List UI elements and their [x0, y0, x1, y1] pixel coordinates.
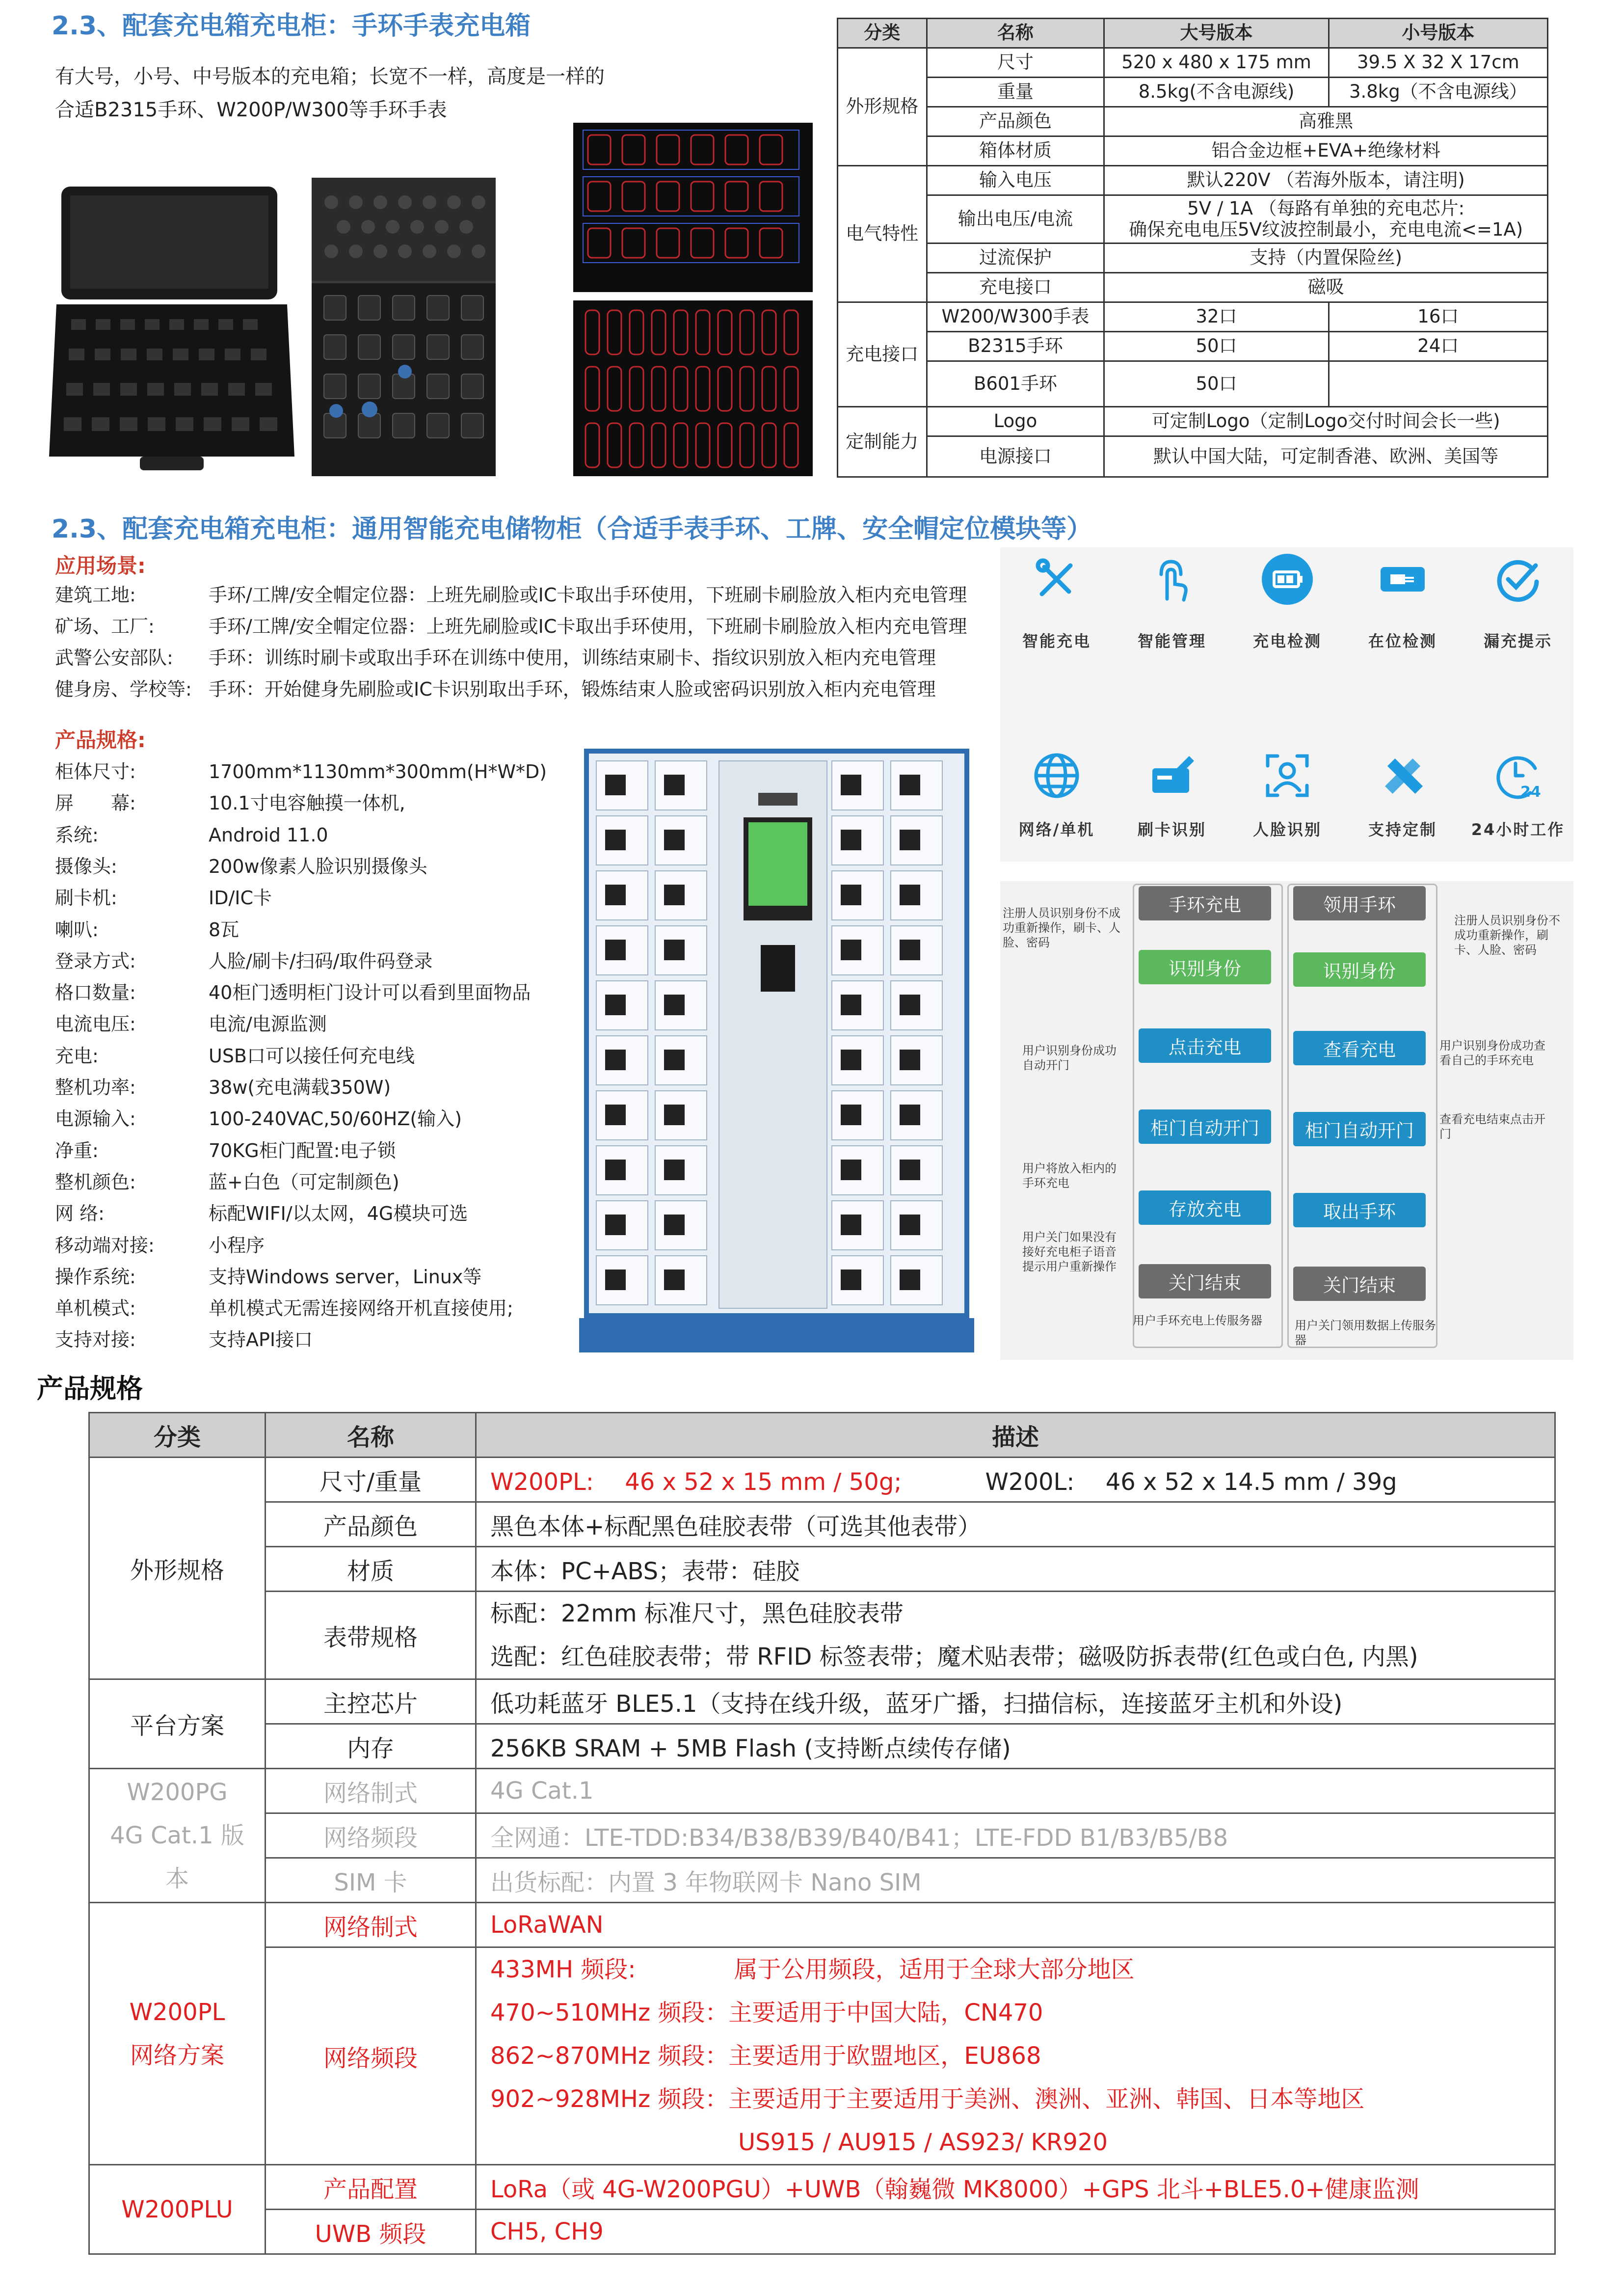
- spec-value: 支持Windows server，Linux等: [209, 1266, 482, 1288]
- usage-flow-panel: [1000, 881, 1573, 1360]
- table-header-row: [89, 1413, 1555, 1458]
- locker-window: [664, 885, 685, 905]
- feature-label: 智能管理: [1137, 632, 1206, 650]
- section1-title: 2.3、配套充电箱充电柜：手环手表充电箱: [52, 11, 531, 41]
- row-small: 39.5 X 32 X 17cm: [1329, 48, 1547, 78]
- row-name: 网络频段: [266, 1947, 476, 2165]
- spec-value: USB口可以接任何充电线: [209, 1045, 415, 1067]
- locker-window: [605, 995, 626, 1015]
- locker-window: [841, 1160, 861, 1180]
- table-row: [89, 1592, 1555, 1679]
- card-icon: [1145, 749, 1199, 803]
- flow-left-note: 用户手环充电上传服务器: [1133, 1314, 1262, 1327]
- row-large: 50口: [1104, 361, 1329, 407]
- row-desc: LoRa（或 4G-W200PGU）+UWB（翰巍微 MK8000）+GPS 北斗+BLE5.0+健康监测: [476, 2165, 1555, 2210]
- strap-optional: 选配：红色硅胶表带；带 RFID 标签表带；魔术贴表带；磁吸防拆表带(红色或白色, 内黑): [490, 1643, 1418, 1671]
- flow-right-step: 关门结束: [1293, 1267, 1426, 1301]
- table-row: [838, 166, 1548, 195]
- row-value: 支持（内置保险丝): [1104, 243, 1548, 273]
- scene-value: 手环/工牌/安全帽定位器：上班先刷脸或IC卡取出手环使用，下班刷卡刷脸放入柜内充电管理: [209, 616, 967, 637]
- feature-item: [1346, 749, 1459, 840]
- band-433-desc: 属于公用频段，适用于全球大部分地区: [734, 1956, 1135, 1983]
- spec-value: 蓝+白色（可定制颜色): [209, 1171, 399, 1193]
- table-row: [89, 1903, 1555, 1947]
- locker-window: [841, 1105, 861, 1125]
- row-name: 网络频段: [266, 1813, 476, 1858]
- row-value: 高雅黑: [1104, 107, 1548, 136]
- flow-right-step: 识别身份: [1293, 952, 1426, 987]
- scene-label: 应用场景:: [55, 554, 146, 578]
- table-row: [838, 78, 1548, 107]
- flow-right-step: 查看充电: [1293, 1031, 1426, 1065]
- row-value: 磁吸: [1104, 273, 1548, 302]
- locker-window: [900, 940, 920, 960]
- spec-value: 人脸/刷卡/扫码/取件码登录: [209, 950, 433, 972]
- flow-right-title: 领用手环: [1293, 886, 1426, 920]
- row-name: 表带规格: [266, 1592, 476, 1679]
- row-value: 默认220V （若海外版本，请注明): [1104, 166, 1548, 195]
- row-value: [1104, 195, 1548, 243]
- watch-layout-drawing-top: [573, 123, 813, 292]
- locker-window: [841, 1270, 861, 1290]
- spec-value: 70KG柜门配置:电子锁: [209, 1139, 396, 1162]
- table-row: [89, 1769, 1555, 1813]
- band-433-label: 433MH 频段:: [490, 1956, 636, 1983]
- row-name: B2315手环: [927, 332, 1104, 361]
- row-desc: CH5, CH9: [476, 2210, 1555, 2254]
- scene-list: [0, 579, 1001, 707]
- spec-value: 200w像素人脸识别摄像头: [209, 855, 427, 877]
- flow-right-note: 用户识别身份成功查看自己的手环充电: [1439, 1039, 1545, 1067]
- header-category: 分类: [838, 19, 927, 48]
- spec-key: 格口数量:: [55, 982, 136, 1004]
- row-name: 重量: [927, 78, 1104, 107]
- feature-label: 充电检测: [1252, 632, 1322, 650]
- row-name: B601手环: [927, 361, 1104, 407]
- locker-window: [900, 1270, 920, 1290]
- flow-right-note: 注册人员识别身份不成功重新操作，刷卡、人脸、密码: [1454, 914, 1560, 957]
- flow-left-title: 手环充电: [1139, 886, 1271, 920]
- row-name: 输出电压/电流: [927, 195, 1104, 243]
- locker-window: [841, 885, 861, 905]
- locker-window: [605, 1105, 626, 1125]
- table-row: [838, 436, 1548, 477]
- row-large: 8.5kg(不含电源线): [1104, 78, 1329, 107]
- locker-window: [664, 1270, 685, 1290]
- locker-window: [664, 830, 685, 850]
- row-name: 产品配置: [266, 2165, 476, 2210]
- spec-key: 系统:: [55, 824, 99, 846]
- flow-left-note: 用户识别身份成功自动开门: [1022, 1044, 1117, 1072]
- spec-key: 摄像头:: [55, 855, 117, 877]
- feature-label: 网络/单机: [1018, 820, 1095, 839]
- w200pl-plan: 网络方案: [130, 2041, 224, 2069]
- locker-window: [605, 1160, 626, 1180]
- face-icon: [1260, 749, 1314, 803]
- feature-item: [1462, 749, 1574, 840]
- header-name: 名称: [266, 1413, 476, 1458]
- locker-window: [605, 830, 626, 850]
- row-name: 箱体材质: [927, 136, 1104, 166]
- spec-value: 10.1寸电容触摸一体机,: [209, 792, 405, 814]
- locker-window: [900, 830, 920, 850]
- locker-window: [900, 1050, 920, 1070]
- row-name: W200/W300手表: [927, 302, 1104, 332]
- row-name: UWB 频段: [266, 2210, 476, 2254]
- header-large: 大号版本: [1104, 19, 1329, 48]
- flow-right-step: 取出手环: [1293, 1193, 1426, 1227]
- product-spec-table: [88, 1412, 1556, 2255]
- row-large: 520 x 480 x 175 mm: [1104, 48, 1329, 78]
- feature-item: [1000, 749, 1113, 840]
- spec-label: 产品规格:: [55, 728, 146, 752]
- table-row: [838, 273, 1548, 302]
- plug-icon: [1376, 552, 1430, 606]
- group-electrical: 电气特性: [838, 166, 927, 302]
- table-row: [89, 1724, 1555, 1769]
- feature-label: 人脸识别: [1252, 820, 1322, 839]
- scene-key: 健身房、学校等:: [55, 678, 192, 700]
- locker-window: [664, 995, 685, 1015]
- strap-standard: 标配：22mm 标准尺寸，黑色硅胶表带: [490, 1600, 904, 1627]
- flow-left-step: 点击充电: [1139, 1028, 1271, 1063]
- row-desc: [476, 1592, 1555, 1679]
- spec-key: 刷卡机:: [55, 887, 117, 909]
- flow-right-note: 查看充电结束点击开门: [1439, 1112, 1545, 1141]
- band-regions: US915 / AU915 / AS923/ KR920: [738, 2129, 1108, 2156]
- feature-item: [1462, 552, 1574, 651]
- spec-list: [0, 756, 564, 1360]
- group-custom: 定制能力: [838, 407, 927, 477]
- row-desc: LoRaWAN: [476, 1903, 1555, 1947]
- spec-value: 40柜门透明柜门设计可以看到里面物品: [209, 982, 531, 1004]
- row-name: 输入电压: [927, 166, 1104, 195]
- spec-key: 操作系统:: [55, 1266, 136, 1288]
- spec-value: 8瓦: [209, 918, 239, 941]
- feature-label: 在位检测: [1368, 632, 1437, 650]
- row-name: 尺寸: [927, 48, 1104, 78]
- size-w200l: W200L: 46 x 52 x 14.5 mm / 39g: [985, 1468, 1397, 1496]
- group-charging: 充电接口: [838, 302, 927, 407]
- row-desc: 本体：PC+ABS；表带：硅胶: [476, 1547, 1555, 1592]
- row-name: 过流保护: [927, 243, 1104, 273]
- flow-right-step: 柜门自动开门: [1293, 1112, 1426, 1146]
- locker-window: [900, 775, 920, 795]
- spec-key: 电流电压:: [55, 1013, 136, 1035]
- locker-window: [841, 775, 861, 795]
- locker-window: [605, 1215, 626, 1235]
- table-row: [838, 136, 1548, 166]
- row-small: 3.8kg（不含电源线）: [1329, 78, 1547, 107]
- spec-key: 单机模式:: [55, 1297, 136, 1320]
- locker-window: [841, 1215, 861, 1235]
- row-large: 32口: [1104, 302, 1329, 332]
- table-row: [838, 332, 1548, 361]
- row-desc: 出货标配：内置 3 年物联网卡 Nano SIM: [476, 1858, 1555, 1903]
- table-row: [838, 195, 1548, 243]
- output-line-2: 确保充电电压5V纹波控制最小，充电电流<=1A): [1129, 218, 1523, 240]
- row-name: SIM 卡: [266, 1858, 476, 1903]
- group-appearance: 外形规格: [89, 1458, 266, 1679]
- globe-icon: [1030, 749, 1084, 803]
- spec-value: 单机模式无需连接网络开机直接使用;: [209, 1297, 513, 1320]
- group-w200pg: [89, 1769, 266, 1903]
- spec-value: 100-240VAC,50/60HZ(输入): [209, 1108, 462, 1130]
- flow-left-step: 存放充电: [1139, 1190, 1271, 1225]
- flow-left-step: 识别身份: [1139, 950, 1271, 984]
- band-433: [490, 1948, 1541, 1991]
- row-name: 产品颜色: [927, 107, 1104, 136]
- table-header-row: [838, 19, 1548, 48]
- row-name: 充电接口: [927, 273, 1104, 302]
- spec-value: 标配WIFI/以太网，4G模块可选: [209, 1203, 468, 1225]
- locker-window: [900, 1105, 920, 1125]
- flow-left-step: 关门结束: [1139, 1264, 1271, 1298]
- row-value: 默认中国大陆，可定制香港、欧洲、美国等: [1104, 436, 1548, 477]
- spec-value: ID/IC卡: [209, 887, 272, 909]
- table-row: [838, 107, 1548, 136]
- section2-title: 2.3、配套充电箱充电柜：通用智能充电储物柜（合适手表手环、工牌、安全帽定位模块等）: [52, 514, 1092, 544]
- row-value: 可定制Logo（定制Logo交付时间会长一些): [1104, 407, 1548, 436]
- table-row: [89, 1547, 1555, 1592]
- spec-key: 柜体尺寸:: [55, 761, 136, 783]
- row-name: 主控芯片: [266, 1679, 476, 1724]
- group-appearance: 外形规格: [838, 48, 927, 166]
- scene-key: 矿场、工厂:: [55, 616, 155, 637]
- feature-label: 智能充电: [1022, 632, 1091, 650]
- locker-window: [841, 995, 861, 1015]
- locker-window: [664, 775, 685, 795]
- feature-icons-panel: [1000, 547, 1573, 862]
- locker-window: [605, 775, 626, 795]
- row-desc: [476, 1947, 1555, 2165]
- row-desc: 256KB SRAM + 5MB Flash (支持断点续传存储): [476, 1724, 1555, 1769]
- locker-window: [605, 940, 626, 960]
- row-desc: 低功耗蓝牙 BLE5.1（支持在线升级，蓝牙广播，扫描信标，连接蓝牙主机和外设): [476, 1679, 1555, 1724]
- row-value: 铝合金边框+EVA+绝缘材料: [1104, 136, 1548, 166]
- product-spec-title: 产品规格: [37, 1373, 143, 1404]
- scene-value: 手环：开始健身先刷脸或IC卡识别取出手环，锻炼结束人脸或密码识别放入柜内充电管理: [209, 678, 936, 700]
- locker-window: [664, 1105, 685, 1125]
- row-small: [1329, 361, 1547, 407]
- table-row: [838, 407, 1548, 436]
- band-470: 470~510MHz 频段：主要适用于中国大陆，CN470: [490, 1999, 1043, 2026]
- small-charging-case-photo: [312, 178, 496, 476]
- group-w200plu: W200PLU: [89, 2165, 266, 2254]
- spec-value: 38w(充电满载350W): [209, 1077, 391, 1098]
- locker-window: [900, 1160, 920, 1180]
- output-line-1: 5V / 1A （每路有单独的充电芯片:: [1187, 197, 1465, 219]
- locker-window: [900, 885, 920, 905]
- spec-key: 网 络:: [55, 1203, 105, 1225]
- smart-charging-cabinet-photo: [577, 746, 977, 1355]
- scene-key: 武警公安部队:: [55, 647, 173, 669]
- flow-right-note: 用户关门领用数据上传服务器: [1295, 1319, 1436, 1347]
- row-desc: 全网通：LTE-TDD:B34/B38/B39/B40/B41；LTE-FDD B1/B3/B5/B8: [476, 1813, 1555, 1858]
- flow-left-note: 用户将放入柜内的手环充电: [1022, 1162, 1117, 1190]
- table-row: [838, 243, 1548, 273]
- spec-key: 登录方式:: [55, 950, 136, 972]
- spec-key: 屏 幕:: [55, 792, 136, 814]
- w200pg-version: 4G Cat.1 版本: [110, 1822, 244, 1892]
- band-layout-drawing-bottom: [573, 300, 813, 476]
- spec-value: 1700mm*1130mm*300mm(H*W*D): [209, 761, 547, 783]
- locker-window: [841, 940, 861, 960]
- table-row: [838, 302, 1548, 332]
- section1-intro: [55, 60, 605, 127]
- header-category: 分类: [89, 1413, 266, 1458]
- table-row: [89, 1679, 1555, 1724]
- charging-case-spec-table: [837, 18, 1548, 478]
- large-charging-case-photo: [47, 182, 297, 476]
- locker-window: [900, 1215, 920, 1235]
- table-row: [838, 361, 1548, 407]
- spec-key: 整机颜色:: [55, 1171, 136, 1193]
- row-large: 50口: [1104, 332, 1329, 361]
- row-name: 网络制式: [266, 1903, 476, 1947]
- locker-window: [841, 1050, 861, 1070]
- locker-window: [664, 1160, 685, 1180]
- table-row: [89, 1947, 1555, 2165]
- feature-item: [1231, 552, 1344, 651]
- feature-item: [1346, 552, 1459, 651]
- feature-item: [1000, 552, 1113, 651]
- row-small: 16口: [1329, 302, 1547, 332]
- touch-icon: [1145, 552, 1199, 606]
- header-small: 小号版本: [1329, 19, 1547, 48]
- locker-window: [664, 1215, 685, 1235]
- w200pl-name: W200PL: [129, 1998, 225, 2026]
- spec-value: 电流/电源监测: [209, 1013, 327, 1035]
- pencil-ruler-icon: [1376, 749, 1430, 803]
- locker-window: [605, 1050, 626, 1070]
- feature-item: [1116, 749, 1228, 840]
- spec-key: 电源输入:: [55, 1108, 136, 1130]
- table-row: [89, 2210, 1555, 2254]
- spec-key: 充电:: [55, 1045, 99, 1067]
- feature-label: 24小时工作: [1471, 820, 1565, 839]
- spec-value: 支持API接口: [209, 1329, 313, 1351]
- spec-key: 喇叭:: [55, 918, 99, 941]
- row-name: 尺寸/重量: [266, 1458, 476, 1502]
- spec-key: 净重:: [55, 1139, 99, 1162]
- svg-text:24: 24: [1520, 783, 1541, 801]
- intro-line-2: 合适B2315手环、W200P/W300等手环手表: [55, 99, 447, 121]
- intro-line-1: 有大号，小号、中号版本的充电箱；长宽不一样，高度是一样的: [55, 65, 605, 88]
- flow-left-note: 注册人员识别身份不成功重新操作，刷卡、人脸、密码: [1003, 906, 1120, 949]
- locker-window: [841, 830, 861, 850]
- flow-left-step: 柜门自动开门: [1139, 1109, 1271, 1144]
- band-862: 862~870MHz 频段：主要适用于欧盟地区，EU868: [490, 2042, 1041, 2070]
- clock-24-icon: [1491, 749, 1545, 803]
- group-w200pl: [89, 1903, 266, 2165]
- row-small: 24口: [1329, 332, 1547, 361]
- feature-item: [1116, 552, 1228, 651]
- scene-key: 建筑工地:: [55, 584, 136, 606]
- feature-label: 漏充提示: [1483, 632, 1552, 650]
- row-name: 内存: [266, 1724, 476, 1769]
- locker-window: [664, 1050, 685, 1070]
- header-name: 名称: [927, 19, 1104, 48]
- spec-key: 整机功率:: [55, 1077, 136, 1098]
- row-desc: [476, 1458, 1555, 1502]
- table-row: [838, 48, 1548, 78]
- spec-value: Android 11.0: [209, 824, 328, 846]
- feature-label: 支持定制: [1368, 820, 1437, 839]
- table-row: [89, 1858, 1555, 1903]
- spec-key: 移动端对接:: [55, 1234, 155, 1256]
- row-name: 电源接口: [927, 436, 1104, 477]
- table-row: [89, 2165, 1555, 2210]
- spec-key: 支持对接:: [55, 1329, 136, 1351]
- w200pg-name: W200PG: [127, 1779, 228, 1806]
- battery-icon: [1260, 552, 1314, 606]
- size-w200pl: W200PL: 46 x 52 x 15 mm / 50g;: [490, 1468, 902, 1496]
- locker-window: [664, 940, 685, 960]
- locker-window: [605, 885, 626, 905]
- spec-value: 小程序: [209, 1234, 265, 1256]
- band-902: 902~928MHz 频段：主要适用于主要适用于美洲、澳洲、亚洲、韩国、日本等地区: [490, 2085, 1365, 2113]
- row-name: 材质: [266, 1547, 476, 1592]
- row-desc: 4G Cat.1: [476, 1769, 1555, 1813]
- flow-left-note: 用户关门如果没有接好充电柜子语音提示用户重新操作: [1022, 1230, 1117, 1273]
- locker-window: [605, 1270, 626, 1290]
- check-icon: [1491, 552, 1545, 606]
- row-name: Logo: [927, 407, 1104, 436]
- row-name: 产品颜色: [266, 1502, 476, 1547]
- feature-label: 刷卡识别: [1137, 820, 1206, 839]
- scene-value: 手环：训练时刷卡或取出手环在训练中使用，训练结束刷卡、指纹识别放入柜内充电管理: [209, 647, 936, 669]
- group-platform: 平台方案: [89, 1679, 266, 1769]
- locker-window: [900, 995, 920, 1015]
- table-row: [89, 1813, 1555, 1858]
- row-name: 网络制式: [266, 1769, 476, 1813]
- tools-icon: [1030, 552, 1084, 606]
- feature-item: [1231, 749, 1344, 840]
- header-description: 描述: [476, 1413, 1555, 1458]
- table-row: [89, 1458, 1555, 1502]
- row-desc: 黑色本体+标配黑色硅胶表带（可选其他表带）: [476, 1502, 1555, 1547]
- table-row: [89, 1502, 1555, 1547]
- scene-value: 手环/工牌/安全帽定位器：上班先刷脸或IC卡取出手环使用，下班刷卡刷脸放入柜内充电管理: [209, 584, 967, 606]
